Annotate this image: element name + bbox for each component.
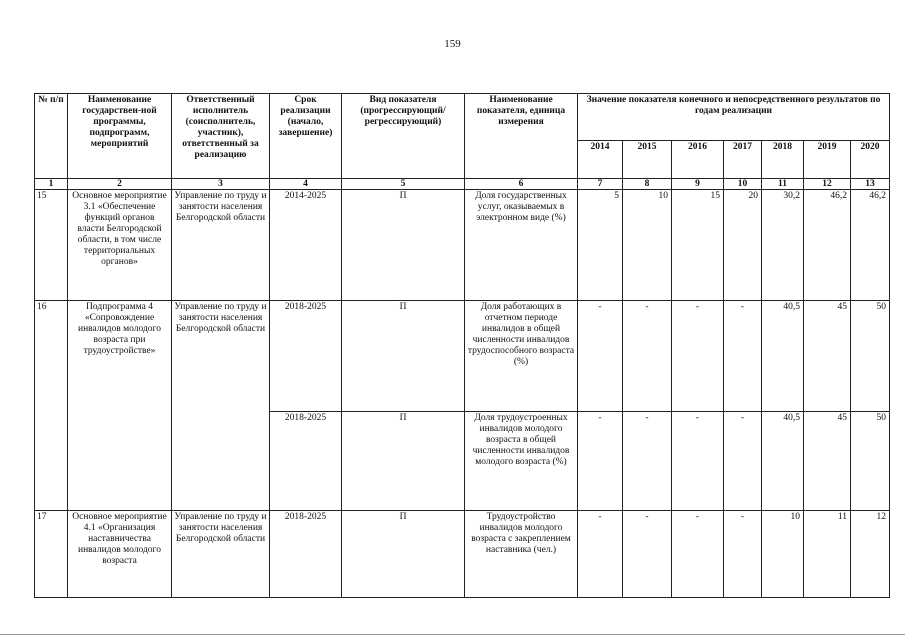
indicator-type-cell: П <box>342 301 465 412</box>
indicator-name-cell: Доля работающих в отчетном периоде инвалидов в общей численности инвалидов трудоспособного возраста (%) <box>465 301 578 412</box>
column-number: 2 <box>68 179 172 190</box>
program-cell: Основное мероприятие 3.1 «Обеспечение функций органов власти Белгородской области, в том числе территориальных органов» <box>68 190 172 301</box>
value-cell: 40,5 <box>762 412 804 511</box>
value-cell: - <box>724 301 762 412</box>
header-program: Наименование государствен-ной программы, подпрограмм, мероприятий <box>68 94 172 179</box>
bottom-divider <box>0 634 905 635</box>
column-number: 9 <box>672 179 724 190</box>
header-year: 2017 <box>724 141 762 179</box>
header-responsible: Ответственный исполнитель (соисполнитель, участник), ответственный за реализацию <box>172 94 270 179</box>
program-cell: Основное мероприятие 4.1 «Организация наставничества инвалидов молодого возраста <box>68 511 172 598</box>
header-year: 2019 <box>804 141 851 179</box>
term-cell: 2018-2025 <box>270 412 342 511</box>
table-row <box>35 511 890 598</box>
header-year: 2014 <box>578 141 623 179</box>
value-cell: 40,5 <box>762 301 804 412</box>
page-number: 159 <box>444 38 461 50</box>
column-number: 13 <box>851 179 890 190</box>
header-values-group: Значение показателя конечного и непосредственного результатов по годам реализации <box>578 94 890 141</box>
indicators-table <box>34 93 890 598</box>
value-cell: - <box>623 511 672 598</box>
value-cell: 10 <box>762 511 804 598</box>
value-cell: 45 <box>804 301 851 412</box>
table-row <box>35 190 890 301</box>
header-year: 2015 <box>623 141 672 179</box>
indicator-name-cell: Трудоустройство инвалидов молодого возраста с закреплением наставника (чел.) <box>465 511 578 598</box>
value-cell: 46,2 <box>851 190 890 301</box>
value-cell: 12 <box>851 511 890 598</box>
value-cell: 5 <box>578 190 623 301</box>
column-number: 5 <box>342 179 465 190</box>
column-number: 12 <box>804 179 851 190</box>
value-cell: 15 <box>672 190 724 301</box>
value-cell: 45 <box>804 412 851 511</box>
indicator-type-cell: П <box>342 511 465 598</box>
term-cell: 2018-2025 <box>270 301 342 412</box>
indicator-name-cell: Доля трудоустроенных инвалидов молодого возраста в общей численности инвалидов молодого возраста (%) <box>465 412 578 511</box>
value-cell: - <box>578 511 623 598</box>
column-number-row <box>35 179 890 190</box>
responsible-cell: Управление по труду и занятости населения Белгородской области <box>172 301 270 511</box>
row-number: 16 <box>35 301 68 511</box>
value-cell: - <box>672 412 724 511</box>
column-number: 4 <box>270 179 342 190</box>
responsible-cell: Управление по труду и занятости населения Белгородской области <box>172 511 270 598</box>
header-year: 2016 <box>672 141 724 179</box>
row-number: 17 <box>35 511 68 598</box>
term-cell: 2018-2025 <box>270 511 342 598</box>
column-number: 7 <box>578 179 623 190</box>
value-cell: 10 <box>623 190 672 301</box>
header-term: Срок реализации (начало, завершение) <box>270 94 342 179</box>
indicator-type-cell: П <box>342 412 465 511</box>
value-cell: - <box>623 301 672 412</box>
column-number: 8 <box>623 179 672 190</box>
value-cell: - <box>623 412 672 511</box>
value-cell: - <box>578 301 623 412</box>
value-cell: 46,2 <box>804 190 851 301</box>
value-cell: - <box>672 301 724 412</box>
header-row-1 <box>35 94 890 141</box>
value-cell: - <box>672 511 724 598</box>
value-cell: 11 <box>804 511 851 598</box>
column-number: 11 <box>762 179 804 190</box>
column-number: 6 <box>465 179 578 190</box>
header-year: 2018 <box>762 141 804 179</box>
table-row <box>35 301 890 412</box>
header-no: № п/п <box>35 94 68 179</box>
program-cell: Подпрограмма 4 «Сопровождение инвалидов молодого возраста при трудоустройстве» <box>68 301 172 511</box>
value-cell: 50 <box>851 412 890 511</box>
header-indicator-name: Наименование показателя, единица измерения <box>465 94 578 179</box>
value-cell: - <box>724 511 762 598</box>
value-cell: 50 <box>851 301 890 412</box>
term-cell: 2014-2025 <box>270 190 342 301</box>
indicator-type-cell: П <box>342 190 465 301</box>
row-number: 15 <box>35 190 68 301</box>
value-cell: 30,2 <box>762 190 804 301</box>
indicator-name-cell: Доля государственных услуг, оказываемых в электронном виде (%) <box>465 190 578 301</box>
header-indicator-type: Вид показателя (прогрессирующий/ регрессирующий) <box>342 94 465 179</box>
responsible-cell: Управление по труду и занятости населения Белгородской области <box>172 190 270 301</box>
column-number: 10 <box>724 179 762 190</box>
value-cell: - <box>724 412 762 511</box>
value-cell: 20 <box>724 190 762 301</box>
column-number: 3 <box>172 179 270 190</box>
value-cell: - <box>578 412 623 511</box>
header-year: 2020 <box>851 141 890 179</box>
column-number: 1 <box>35 179 68 190</box>
